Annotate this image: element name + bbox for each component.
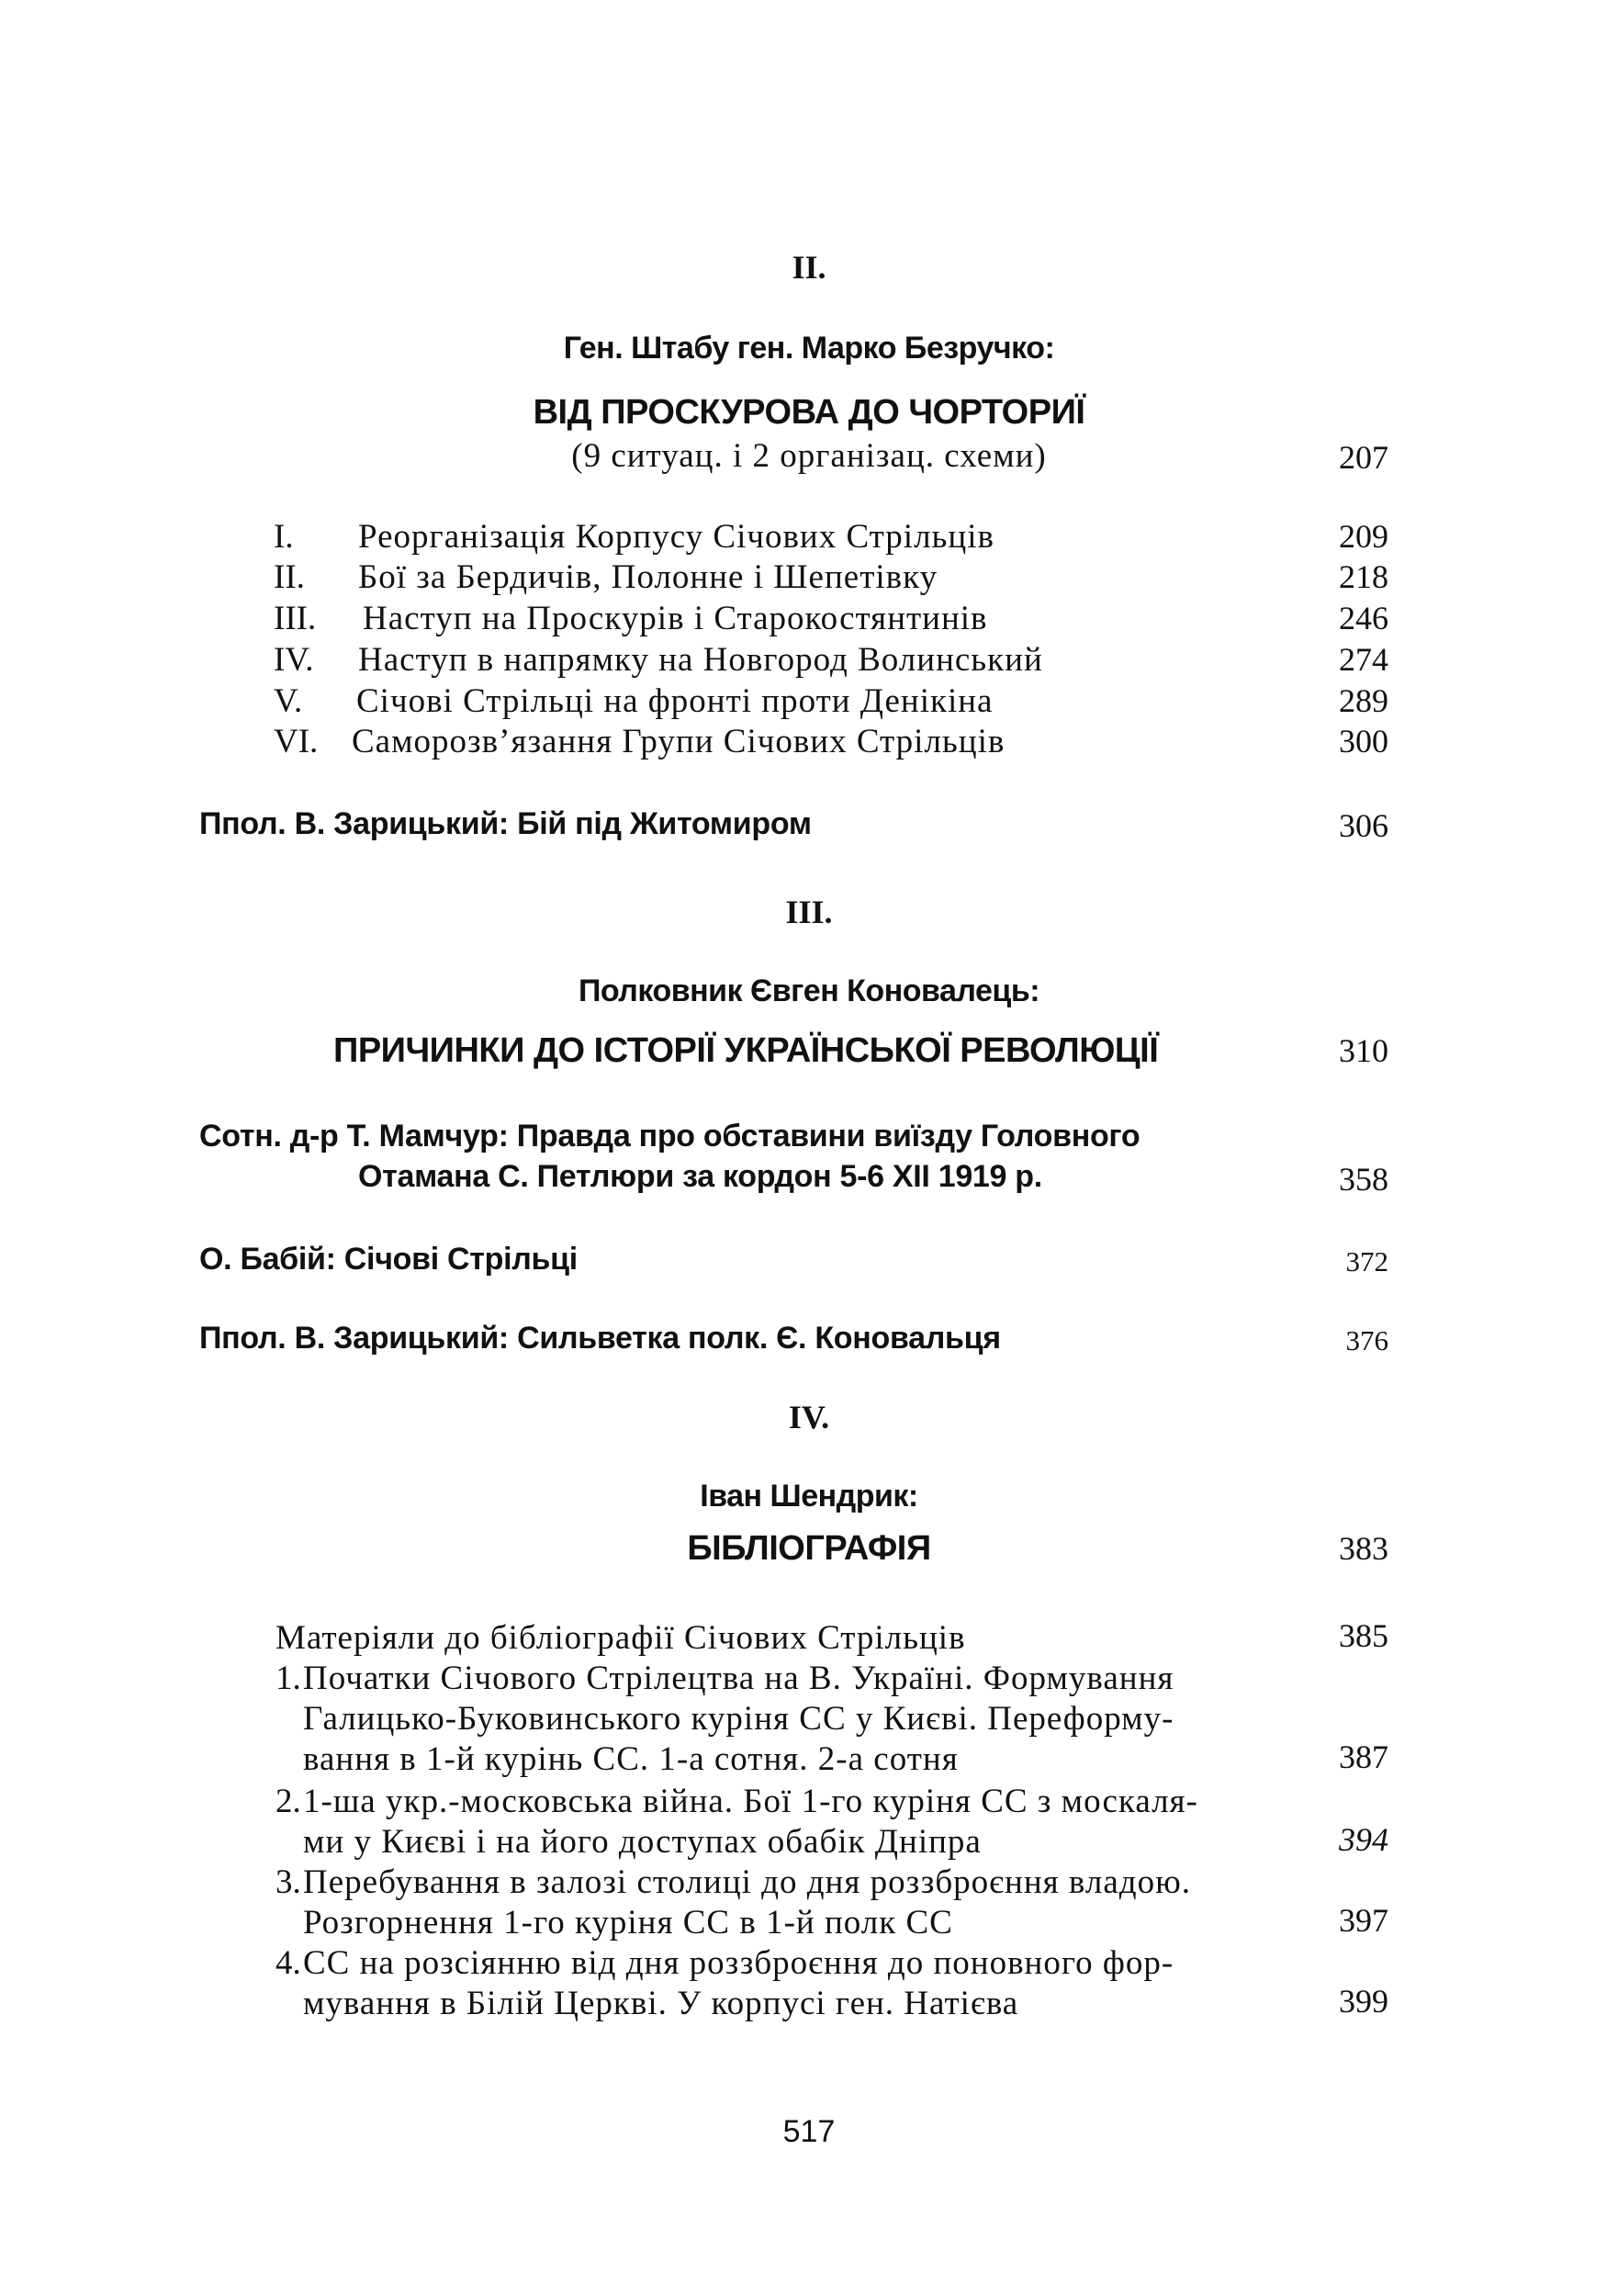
page-number: 372: [1345, 1245, 1388, 1277]
page-folio: 517: [782, 2114, 836, 2149]
chapter-number: II.: [274, 558, 305, 596]
part-iii-title: ПРИЧИНКИ ДО ІСТОРІЇ УКРАЇНСЬКОЇ РЕВОЛЮЦІЇ: [333, 1031, 1159, 1070]
page-number: 399: [1339, 1983, 1388, 2020]
part-ii-author: Ген. Штабу ген. Марко Безручко:: [563, 331, 1055, 366]
chapter-title: Наступ в напрямку на Новгород Волинський: [358, 641, 1043, 679]
toc-entry-mamchur-line1: Сотн. д-р Т. Мамчур: Правда про обставини виїзду Головного: [199, 1119, 1140, 1154]
page-number: 394: [1339, 1821, 1388, 1858]
page-number: 218: [1339, 558, 1388, 595]
page-number: 289: [1339, 682, 1388, 719]
chapter-number: III.: [274, 600, 317, 637]
chapter-title: Бої за Бердичів, Полонне і Шепетівку: [358, 558, 938, 596]
chapter-number: V.: [274, 682, 303, 720]
page-number: 246: [1339, 600, 1388, 636]
part-iii-author: Полковник Євген Коновалець:: [578, 974, 1040, 1008]
bibliography-item-line: Перебування в залозі столиці до дня роззброєння владою.: [303, 1863, 1191, 1901]
part-iii-heading: III.: [785, 894, 833, 930]
part-ii-subtitle: (9 ситуац. і 2 організац. схеми): [571, 437, 1047, 475]
page-number: 306: [1339, 807, 1388, 844]
page-number: 207: [1339, 439, 1388, 476]
bibliography-materials: Матеріяли до бібліографії Січових Стрільців: [275, 1619, 966, 1657]
part-iv-heading: IV.: [788, 1399, 830, 1435]
chapter-title: Січові Стрільці на фронті проти Денікіна: [356, 682, 994, 720]
page-number: 209: [1339, 518, 1388, 555]
page-number: 376: [1345, 1324, 1388, 1356]
toc-entry-zarytskyi-konovalets: Ппол. В. Зарицький: Сильветка полк. Є. Коновальця: [199, 1321, 1001, 1356]
toc-entry-zarytskyi-zhytomyr: Ппол. В. Зарицький: Бій під Житомиром: [199, 806, 812, 841]
page-number: 300: [1339, 723, 1388, 760]
chapter-number: IV.: [274, 641, 314, 679]
part-iv-title: БІБЛІОГРАФІЯ: [687, 1529, 931, 1568]
page-number: 383: [1339, 1530, 1388, 1567]
bibliography-item-number: 3.: [275, 1863, 301, 1901]
bibliography-item-line: Галицько-Буковинського куріня СС у Києві. Переформу-: [303, 1700, 1174, 1738]
bibliography-item-number: 4.: [275, 1944, 301, 1982]
page-number: 385: [1339, 1617, 1388, 1654]
toc-entry-mamchur-line2: Отамана С. Петлюри за кордон 5-6 XII 1919 р.: [358, 1159, 1042, 1194]
chapter-title: Саморозв’язання Групи Січових Стрільців: [352, 723, 1006, 760]
page-number: 274: [1339, 641, 1388, 678]
bibliography-item-line: Розгорнення 1-го куріня СС в 1-й полк СС: [303, 1904, 953, 1941]
page-number: 387: [1339, 1739, 1388, 1775]
page-number: 310: [1339, 1032, 1388, 1069]
toc-entry-babii: О. Бабій: Січові Стрільці: [199, 1242, 578, 1277]
bibliography-item-line: Початки Січового Стрілецтва на В. Україні. Формування: [303, 1660, 1174, 1697]
bibliography-item-number: 1.: [275, 1660, 301, 1697]
bibliography-item-number: 2.: [275, 1783, 301, 1820]
page-number: 397: [1339, 1902, 1388, 1939]
part-ii-heading: II.: [792, 249, 826, 286]
bibliography-item-line: мування в Білій Церкві. У корпусі ген. Натієва: [303, 1985, 1019, 2022]
chapter-title: Реорганізація Корпусу Січових Стрільців: [358, 518, 994, 556]
bibliography-item-line: 1-ша укр.-московська війна. Бої 1-го куріня СС з москаля-: [303, 1783, 1198, 1820]
page-number: 358: [1339, 1161, 1388, 1198]
bibliography-item-line: ми у Києві і на його доступах обабік Дніпра: [303, 1823, 982, 1861]
bibliography-item-line: СС на розсіянню від дня роззброєння до поновного фор-: [303, 1944, 1174, 1982]
part-iv-author: Іван Шендрик:: [700, 1479, 918, 1514]
chapter-number: VI.: [274, 723, 319, 760]
chapter-title: Наступ на Проскурів і Старокостянтинів: [363, 600, 988, 637]
part-ii-title: ВІД ПРОСКУРОВА ДО ЧОРТОРИЇ: [533, 393, 1085, 432]
chapter-number: I.: [274, 518, 294, 556]
bibliography-item-line: вання в 1-й курінь СС. 1-а сотня. 2-а сотня: [303, 1740, 959, 1778]
